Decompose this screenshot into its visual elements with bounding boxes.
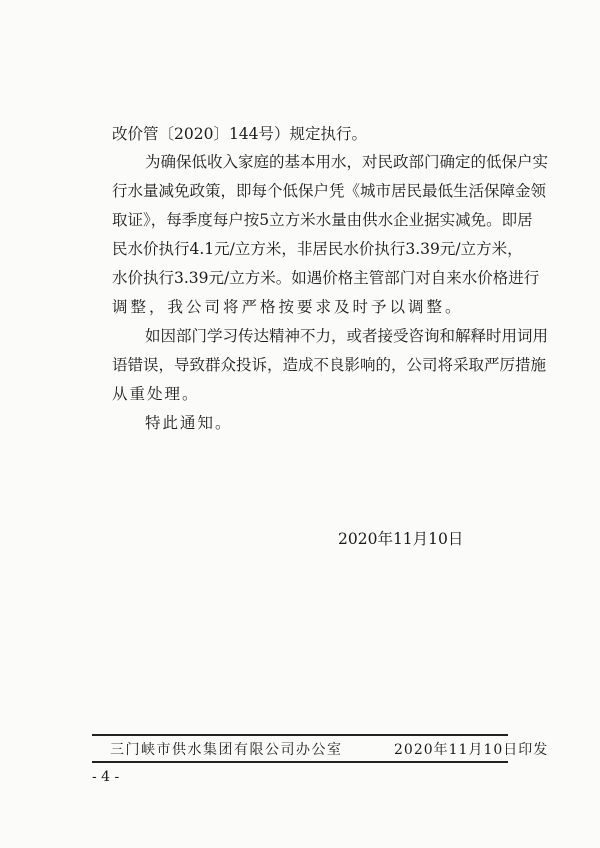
footer-top-rule — [92, 734, 508, 736]
text-line: 民水价执行4.1元/立方米，非居民水价执行3.39元/立方米， — [112, 240, 523, 258]
text-line: 取证》，每季度每户按5立方米水量由供水企业据实减免。即居 — [112, 211, 533, 229]
text-line: 如因部门学习传达精神不力，或者接受咨询和解释时用词用 — [145, 327, 549, 345]
text-line: 水价执行3.39元/立方米。如遇价格主管部门对自来水价格进行 — [112, 269, 540, 287]
signature-date: 2020年11月10日 — [338, 530, 464, 548]
page-number: - 4 - — [92, 769, 120, 785]
footer-bottom-rule — [92, 761, 508, 763]
text-line: 为确保低收入家庭的基本用水，对民政部门确定的低保户实 — [145, 153, 549, 171]
text-line: 特此通知。 — [145, 414, 233, 432]
text-line: 调整，我公司将严格按要求及时予以调整。 — [112, 298, 464, 316]
text-line: 行水量减免政策，即每个低保户凭《城市居民最低生活保障金领 — [112, 182, 547, 200]
issuer: 三门峡市供水集团有限公司办公室 — [110, 742, 343, 758]
issue-date: 2020年11月10日印发 — [394, 742, 549, 758]
text-line: 语错误，导致群众投诉，造成不良影响的，公司将采取严厉措施 — [112, 356, 547, 374]
text-line: 改价管〔2020〕144号）规定执行。 — [112, 125, 368, 143]
text-line: 从重处理。 — [112, 385, 200, 403]
